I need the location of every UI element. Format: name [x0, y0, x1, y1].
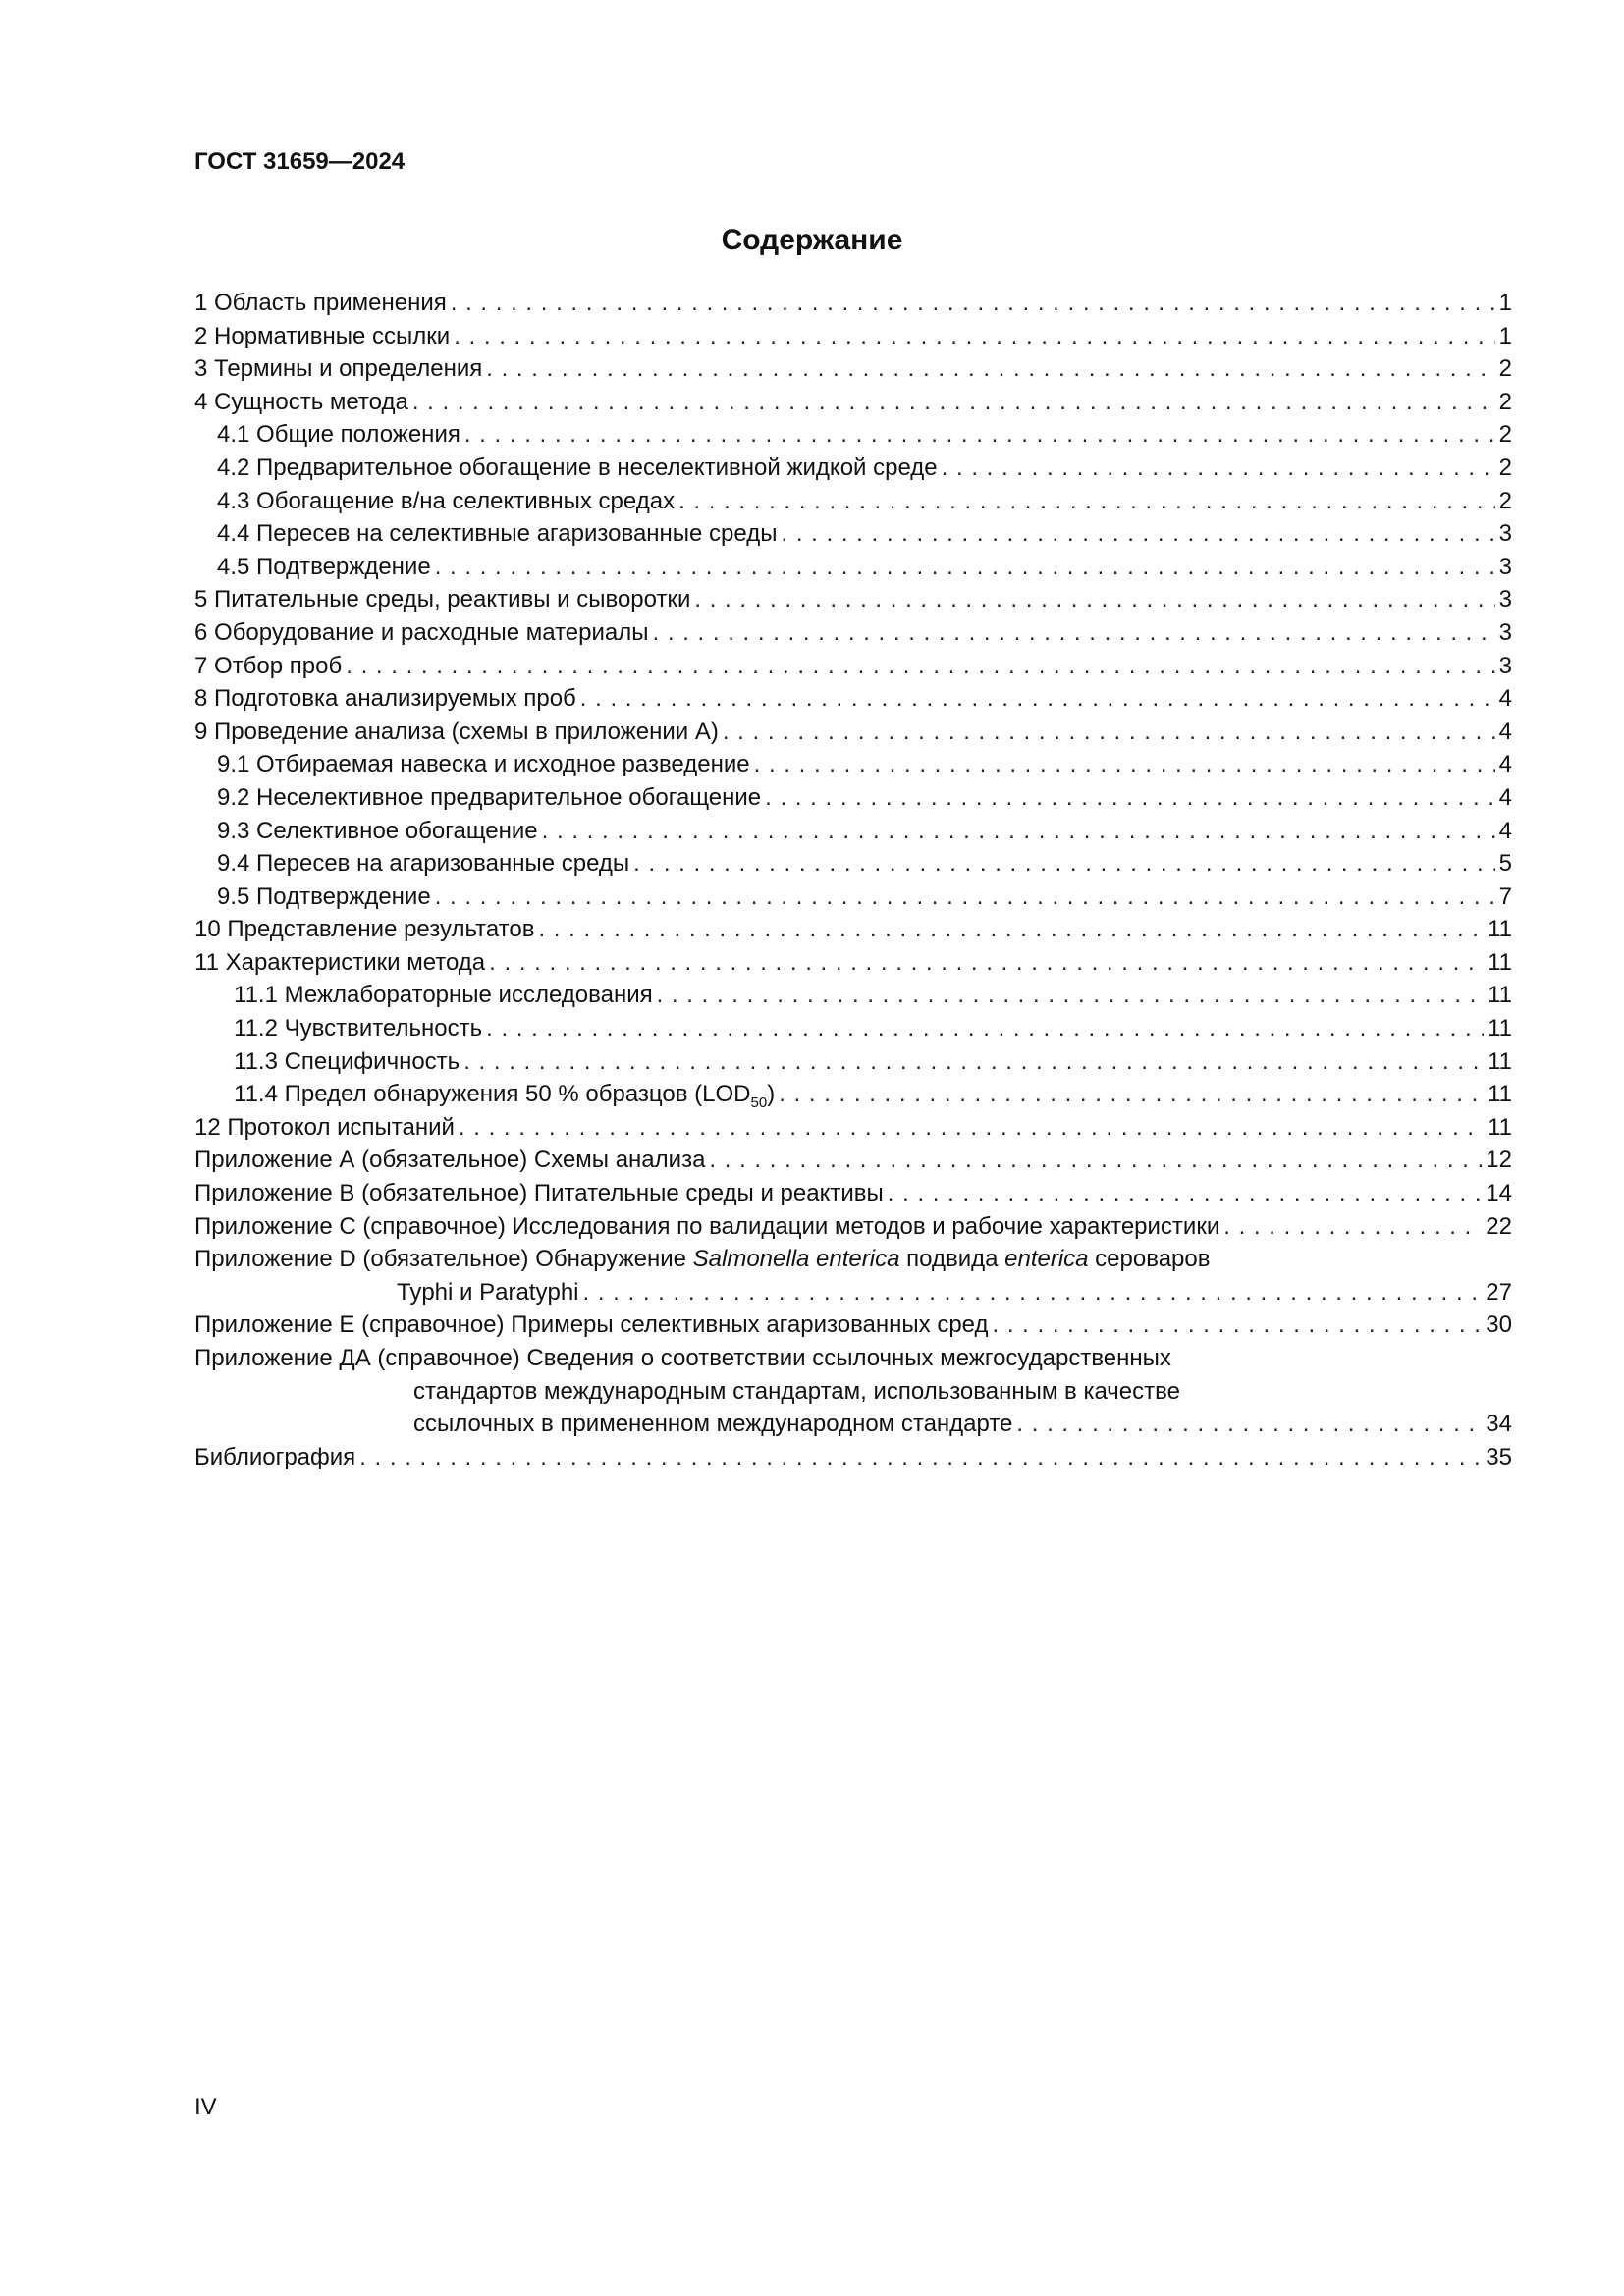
toc-entry-page: 11 — [1488, 948, 1512, 976]
toc-entry-3[interactable] — [194, 352, 1512, 386]
dot-leader — [754, 748, 1495, 781]
dot-leader — [583, 1276, 1483, 1309]
toc-entry-9-5[interactable] — [194, 881, 1512, 914]
toc-entry-page: 14 — [1486, 1180, 1512, 1207]
toc-entry-title: 3 Термины и определения — [194, 355, 483, 383]
dot-leader — [435, 881, 1495, 914]
table-of-contents — [194, 287, 1512, 1473]
dot-leader — [538, 913, 1484, 946]
toc-entry-title: 2 Нормативные ссылки — [194, 322, 451, 349]
toc-entry-page: 3 — [1498, 652, 1512, 679]
toc-entry-page: 11 — [1488, 982, 1512, 1009]
document-code: ГОСТ 31659—2024 — [194, 148, 406, 175]
dot-leader — [412, 386, 1495, 419]
toc-entry-11-3[interactable] — [194, 1045, 1512, 1079]
toc-entry-title: 4.4 Пересев на селективные агаризованные среды — [217, 520, 778, 548]
toc-entry-10[interactable] — [194, 913, 1512, 946]
toc-entry-1[interactable] — [194, 287, 1512, 320]
dot-leader — [486, 352, 1494, 386]
toc-entry-title-continued: стандартов международным стандартам, использованным в качестве — [413, 1377, 1180, 1405]
toc-entry-page: 30 — [1486, 1311, 1512, 1339]
page-number: IV — [194, 2094, 217, 2120]
dot-leader — [694, 583, 1494, 616]
toc-entry-title: 7 Отбор проб — [194, 652, 343, 679]
dot-leader — [781, 517, 1494, 551]
toc-entry-9-4[interactable] — [194, 847, 1512, 881]
toc-entry-title: 9.3 Селективное обогащение — [217, 817, 538, 844]
toc-entry-page: 3 — [1498, 618, 1512, 646]
dot-leader — [1223, 1210, 1482, 1244]
toc-entry-title: 5 Питательные среды, реактивы и сыворотки — [194, 586, 691, 614]
toc-entry-title: Приложение Е (справочное) Примеры селективных агаризованных сред — [194, 1311, 989, 1339]
dot-leader — [463, 1045, 1484, 1079]
toc-entry-page: 2 — [1498, 421, 1512, 449]
toc-entry-title-text: 11.4 Предел обнаружения 50 % образцов (LOD — [234, 1081, 751, 1108]
toc-entry-2[interactable] — [194, 320, 1512, 353]
toc-entry-title: 4.3 Обогащение в/на селективных средах — [217, 487, 676, 514]
toc-entry-page: 11 — [1488, 1081, 1512, 1108]
toc-entry-title: 4.1 Общие положения — [217, 421, 460, 449]
toc-entry-4-3[interactable] — [194, 485, 1512, 518]
toc-entry-9-2[interactable] — [194, 781, 1512, 815]
toc-entry-page: 35 — [1486, 1443, 1512, 1470]
toc-entry-page: 27 — [1486, 1278, 1512, 1306]
toc-entry-page: 4 — [1498, 751, 1512, 778]
toc-entry-title: 6 Оборудование и расходные материалы — [194, 618, 649, 646]
toc-entry-page: 11 — [1488, 916, 1512, 943]
dot-leader — [359, 1441, 1482, 1474]
toc-entry-title: 9 Проведение анализа (схемы в приложении А) — [194, 718, 719, 745]
toc-entry-title: подвида — [899, 1246, 1005, 1273]
toc-entry-annex-da-line1[interactable] — [194, 1342, 1512, 1375]
dot-leader — [464, 418, 1495, 452]
toc-entry-title: 8 Подготовка анализируемых проб — [194, 685, 576, 713]
toc-entry-page: 3 — [1498, 586, 1512, 614]
dot-leader — [888, 1177, 1483, 1210]
toc-entry-4-5[interactable] — [194, 551, 1512, 584]
dot-leader — [653, 616, 1495, 650]
toc-entry-page: 4 — [1498, 783, 1512, 811]
dot-leader — [454, 320, 1494, 353]
toc-entry-annex-d-line2[interactable] — [194, 1276, 1512, 1309]
toc-entry-11-1[interactable] — [194, 979, 1512, 1012]
toc-entry-page: 7 — [1498, 882, 1512, 910]
toc-entry-annex-da-line2[interactable] — [194, 1375, 1512, 1409]
toc-title: Содержание — [721, 224, 903, 256]
toc-entry-page: 4 — [1498, 685, 1512, 713]
toc-entry-9-1[interactable] — [194, 748, 1512, 781]
toc-entry-title: 4 Сущность метода — [194, 388, 408, 415]
species-name: Salmonella enterica — [692, 1246, 900, 1273]
toc-entry-title: 9.2 Неселективное предварительное обогащение — [217, 783, 762, 811]
toc-entry-annex-d-line1[interactable] — [194, 1243, 1512, 1276]
toc-entry-title: 9.4 Пересев на агаризованные среды — [217, 850, 630, 878]
toc-entry-title: 9.5 Подтверждение — [217, 882, 431, 910]
toc-entry-page: 34 — [1486, 1411, 1512, 1438]
toc-entry-title-continued: ссылочных в примененном международном стандарте — [413, 1411, 1013, 1438]
toc-entry-title: 11 Характеристики метода — [194, 948, 486, 976]
dot-leader — [723, 716, 1495, 749]
toc-entry-annex-c[interactable] — [194, 1210, 1512, 1244]
toc-entry-title: Приложение D (обязательное) Обнаружение — [194, 1246, 693, 1273]
toc-entry-annex-a[interactable] — [194, 1144, 1512, 1177]
toc-entry-5[interactable] — [194, 583, 1512, 616]
toc-entry-page: 11 — [1488, 1047, 1512, 1075]
dot-leader — [779, 1078, 1484, 1111]
toc-entry-title-tail: ) — [767, 1081, 776, 1108]
toc-entry-4-2[interactable] — [194, 452, 1512, 485]
toc-entry-page: 1 — [1498, 322, 1512, 349]
toc-entry-page: 3 — [1498, 553, 1512, 580]
toc-entry-title: 1 Область применения — [194, 290, 447, 316]
toc-entry-page: 2 — [1498, 454, 1512, 481]
toc-entry-9[interactable] — [194, 716, 1512, 749]
dot-leader — [542, 815, 1495, 848]
toc-entry-12[interactable] — [194, 1111, 1512, 1145]
toc-entry-title: 10 Представление результатов — [194, 916, 535, 943]
dot-leader — [993, 1308, 1483, 1342]
toc-entry-9-3[interactable] — [194, 815, 1512, 848]
toc-entry-title: 9.1 Отбираемая навеска и исходное разведение — [217, 751, 750, 778]
toc-entry-title: Приложение ДА (справочное) Сведения о соответствии ссылочных межгосударственных — [194, 1345, 1171, 1371]
dot-leader — [678, 485, 1495, 518]
toc-entry-title: 11.1 Межлабораторные исследования — [234, 982, 653, 1009]
dot-leader — [657, 979, 1484, 1012]
toc-entry-title: Приложение В (обязательное) Питательные среды и реактивы — [194, 1180, 884, 1207]
toc-entry-page: 4 — [1498, 817, 1512, 844]
toc-entry-11-2[interactable] — [194, 1012, 1512, 1045]
lod-subscript: 50 — [750, 1095, 768, 1112]
dot-leader — [435, 551, 1495, 584]
dot-leader — [765, 781, 1494, 815]
toc-entry-4-1[interactable] — [194, 418, 1512, 452]
dot-leader — [346, 650, 1494, 683]
toc-entry-title — [234, 1078, 775, 1111]
toc-entry-page: 5 — [1498, 850, 1512, 878]
toc-entry-title: Приложение С (справочное) Исследования по валидации методов и рабочие характеристики — [194, 1212, 1220, 1240]
toc-entry-4[interactable] — [194, 386, 1512, 419]
toc-entry-bibliography[interactable] — [194, 1441, 1512, 1474]
toc-entry-title: 11.2 Чувствительность — [234, 1015, 483, 1042]
toc-entry-page: 22 — [1486, 1212, 1512, 1240]
dot-leader — [451, 287, 1495, 320]
toc-entry-title: Приложение А (обязательное) Схемы анализа — [194, 1147, 706, 1174]
toc-entry-6[interactable] — [194, 616, 1512, 650]
toc-entry-page: 2 — [1498, 355, 1512, 383]
dot-leader — [489, 946, 1484, 980]
toc-entry-title: 12 Протокол испытаний — [194, 1113, 455, 1141]
toc-entry-11-4[interactable] — [194, 1078, 1512, 1111]
toc-entry-7[interactable] — [194, 650, 1512, 683]
toc-entry-title: 4.5 Подтверждение — [217, 553, 431, 580]
toc-entry-page: 3 — [1498, 520, 1512, 548]
toc-entry-page: 11 — [1488, 1113, 1512, 1141]
toc-entry-page: 11 — [1488, 1015, 1512, 1042]
dot-leader — [709, 1144, 1482, 1177]
toc-entry-title: сероваров — [1088, 1246, 1211, 1273]
dot-leader — [459, 1111, 1484, 1145]
dot-leader — [486, 1012, 1484, 1045]
toc-entry-page: 4 — [1498, 718, 1512, 745]
toc-entry-page: 1 — [1498, 290, 1512, 316]
toc-entry-title: Библиография — [194, 1443, 356, 1470]
dot-leader — [633, 847, 1495, 881]
toc-entry-title: 11.3 Специфичность — [234, 1047, 460, 1075]
dot-leader — [580, 682, 1495, 716]
toc-entry-title: 4.2 Предварительное обогащение в неселективной жидкой среде — [217, 454, 938, 481]
toc-entry-annex-b[interactable] — [194, 1177, 1512, 1210]
dot-leader — [1016, 1408, 1482, 1441]
dot-leader — [942, 452, 1495, 485]
toc-entry-page: 2 — [1498, 388, 1512, 415]
toc-entry-title-continued: Typhi и Paratyphi — [397, 1278, 579, 1306]
toc-entry-page: 2 — [1498, 487, 1512, 514]
toc-entry-8[interactable] — [194, 682, 1512, 716]
toc-entry-page: 12 — [1486, 1147, 1512, 1174]
toc-entry-annex-da-line3[interactable] — [194, 1408, 1512, 1441]
subspecies-name: enterica — [1004, 1246, 1089, 1273]
toc-entry-11[interactable] — [194, 946, 1512, 980]
toc-entry-4-4[interactable] — [194, 517, 1512, 551]
toc-entry-annex-e[interactable] — [194, 1308, 1512, 1342]
